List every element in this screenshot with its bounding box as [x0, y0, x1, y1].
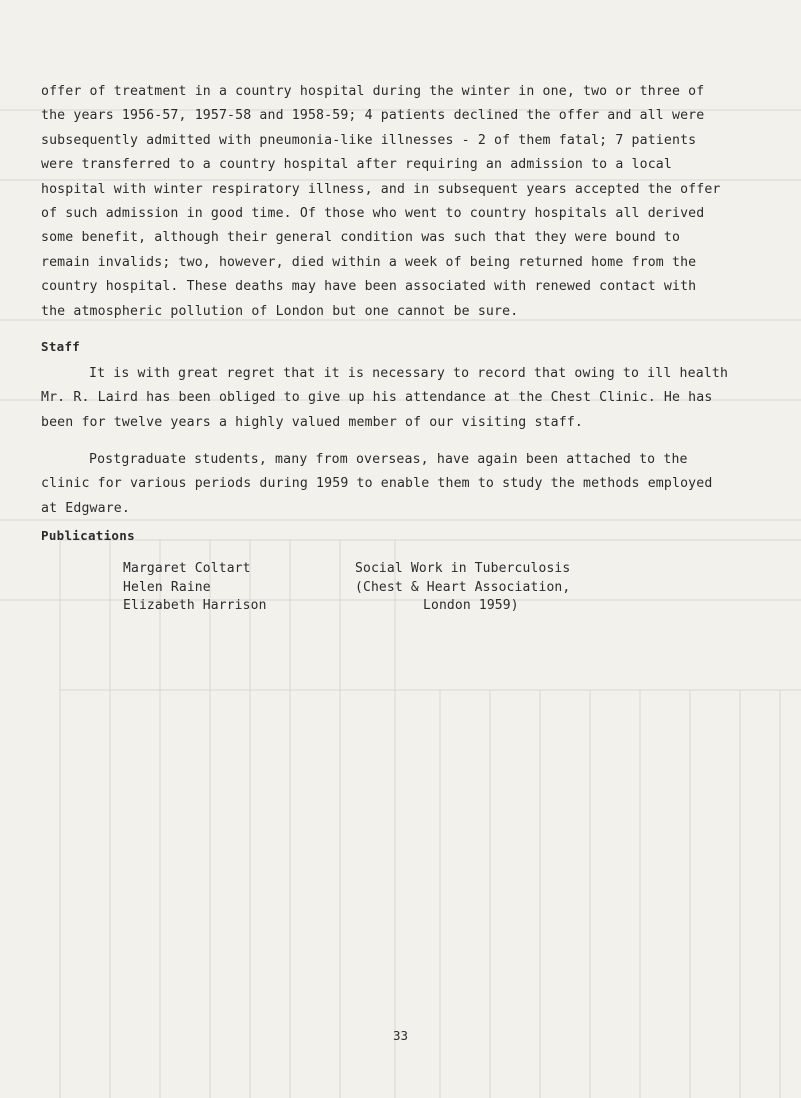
text-line: subsequently admitted with pneumonia-like illnesses - 2 of them fatal; 7 patients: [41, 132, 697, 148]
publication-reference: [355, 560, 570, 616]
intro-paragraph: [41, 80, 761, 324]
text-line: Postgraduate students, many from overseas, have again been attached to the: [89, 452, 688, 467]
reference-line: (Chest & Heart Association,: [355, 579, 571, 595]
text-line: were transferred to a country hospital after requiring an admission to a local: [41, 157, 672, 173]
text-line: hospital with winter respiratory illness, and in subsequent years accepted the offer: [41, 181, 721, 197]
reference-line: London 1959): [423, 598, 519, 613]
text-line: the atmospheric pollution of London but one cannot be sure.: [41, 303, 519, 319]
text-line: country hospital. These deaths may have been associated with renewed contact with: [41, 279, 697, 295]
text-line: been for twelve years a highly valued member of our visiting staff.: [41, 414, 583, 430]
text-line: the years 1956-57, 1957-58 and 1958-59; 4 patients declined the offer and all were: [41, 108, 705, 124]
author-name: Margaret Coltart: [123, 561, 251, 576]
publications-heading: Publications: [41, 528, 135, 543]
text-line: Mr. R. Laird has been obliged to give up his attendance at the Chest Clinic. He has: [41, 390, 713, 406]
staff-heading: Staff: [41, 339, 81, 354]
publication-authors: [123, 560, 267, 616]
page-number: 33: [393, 1028, 409, 1043]
author-name: Elizabeth Harrison: [123, 598, 267, 613]
reference-line: Social Work in Tuberculosis: [355, 561, 571, 576]
text-line: at Edgware.: [41, 500, 130, 516]
text-line: of such admission in good time. Of those who went to country hospitals all derived: [41, 206, 705, 222]
staff-paragraph-2: [41, 448, 761, 521]
text-line: clinic for various periods during 1959 to enable them to study the methods employed: [41, 476, 713, 492]
author-name: Helen Raine: [123, 579, 211, 595]
staff-paragraph-1: [41, 362, 761, 435]
text-line: remain invalids; two, however, died within a week of being returned home from the: [41, 254, 697, 270]
text-line: some benefit, although their general condition was such that they were bound to: [41, 230, 681, 246]
text-line: offer of treatment in a country hospital during the winter in one, two or three of: [41, 84, 705, 99]
text-line: It is with great regret that it is necessary to record that owing to ill health: [89, 366, 729, 381]
